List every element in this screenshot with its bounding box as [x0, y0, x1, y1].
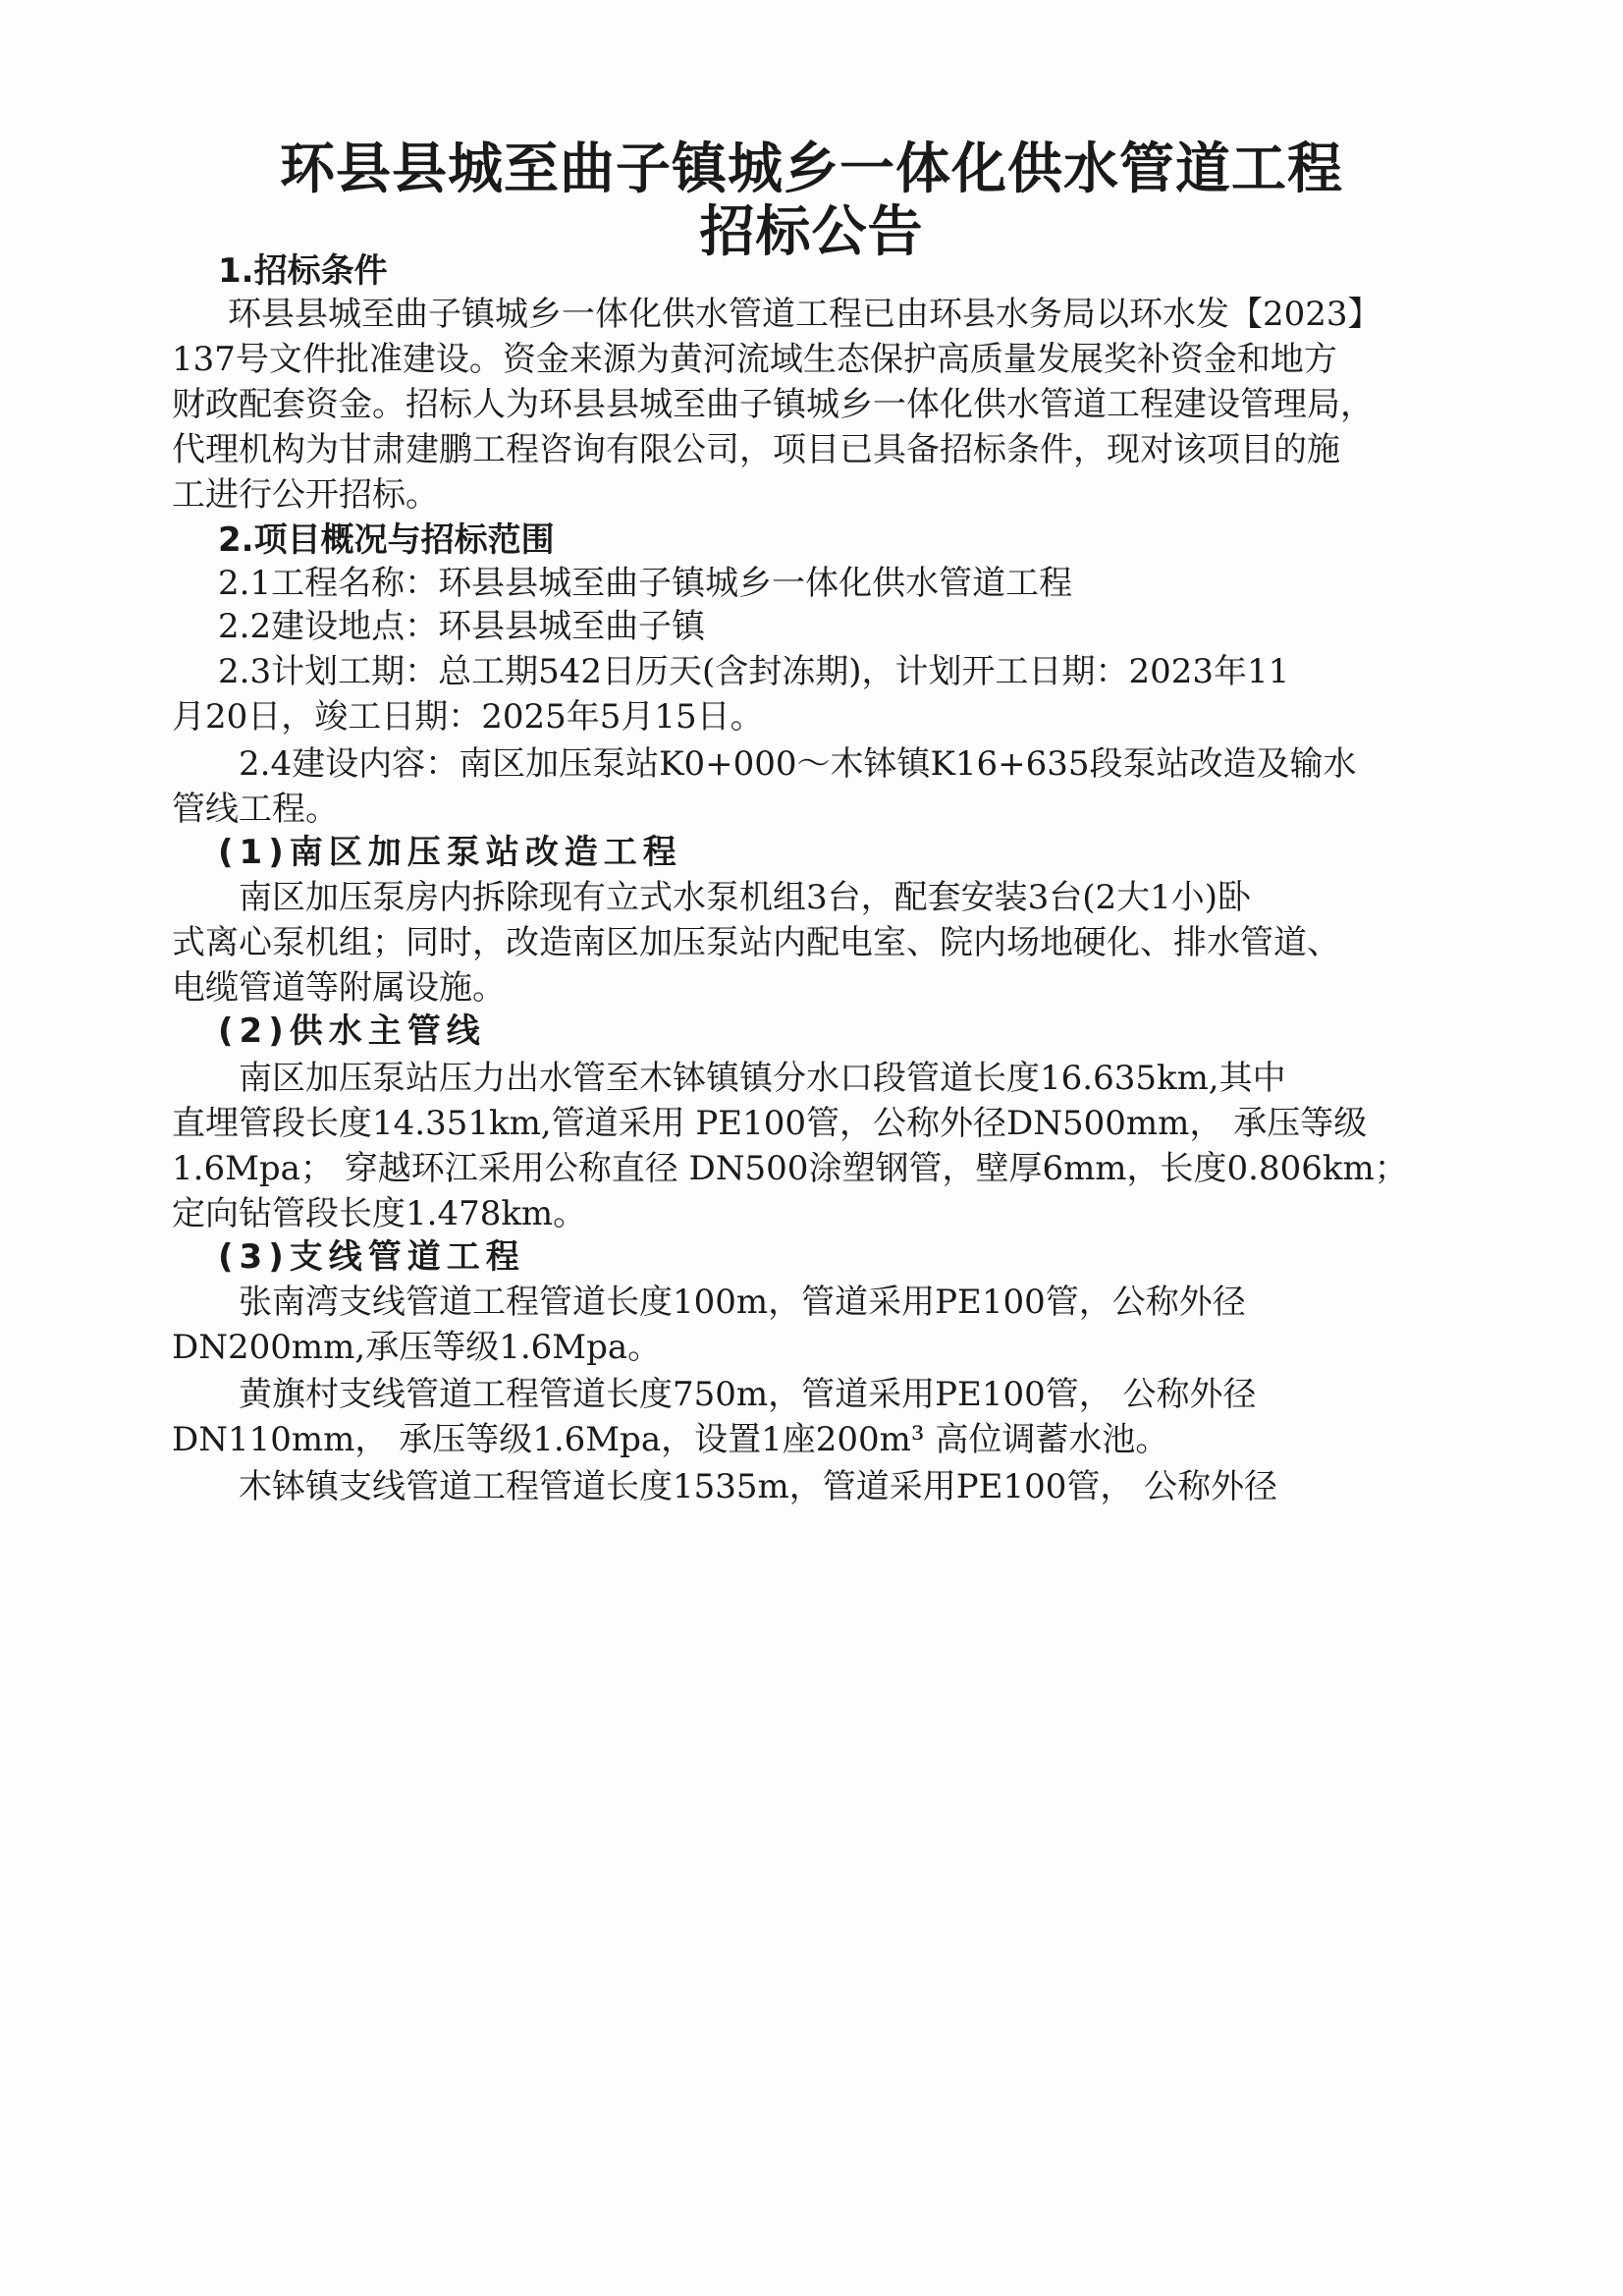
part-3-line: 张南湾支线管道工程管道长度100m，管道采用PE100管，公称外径	[239, 1283, 1246, 1322]
part-1-line: 式离心泵机组；同时，改造南区加压泵站内配电室、院内场地硬化、排水管道、	[172, 923, 1340, 962]
part-2-line: 1.6Mpa； 穿越环江采用公称直径 DN500涂塑钢管，壁厚6mm，长度0.806km；	[172, 1149, 1408, 1188]
part-3-line: DN110mm， 承压等级1.6Mpa，设置1座200m³ 高位调蓄水池。	[172, 1420, 1169, 1459]
part-3-line: 木钵镇支线管道工程管道长度1535m，管道采用PE100管， 公称外径	[239, 1467, 1278, 1506]
part-1-line: 电缆管道等附属设施。	[172, 968, 506, 1008]
section-2-3-line: 2.3计划工期：总工期542日历天(含封冻期)，计划开工日期：2023年11	[218, 652, 1290, 691]
section-2-1: 2.1工程名称：环县县城至曲子镇城乡一体化供水管道工程	[218, 564, 1073, 603]
part-3-line: DN200mm,承压等级1.6Mpa。	[172, 1328, 662, 1367]
part-2-heading: (2)供水主管线	[218, 1011, 486, 1051]
section-2-2: 2.2建设地点：环县县城至曲子镇	[218, 607, 706, 646]
part-2-line: 定向钻管段长度1.478km。	[172, 1194, 587, 1233]
section-1-line: 工进行公开招标。	[172, 475, 439, 515]
part-2-line: 南区加压泵站压力出水管至木钵镇镇分水口段管道长度16.635km,其中	[239, 1059, 1286, 1098]
section-2-3-line: 月20日，竣工日期：2025年5月15日。	[172, 697, 764, 737]
doc-title-line1: 环县县城至曲子镇城乡一体化供水管道工程	[280, 137, 1343, 201]
section-1-line: 环县县城至曲子镇城乡一体化供水管道工程已由环县水务局以环水发【2023】	[228, 295, 1381, 334]
section-1-line: 代理机构为甘肃建鹏工程咨询有限公司，项目已具备招标条件，现对该项目的施	[172, 430, 1340, 469]
part-1-heading: (1)南区加压泵站改造工程	[218, 833, 682, 872]
section-1-line: 财政配套资金。招标人为环县县城至曲子镇城乡一体化供水管道工程建设管理局，	[172, 385, 1374, 424]
part-1-line: 南区加压泵房内拆除现有立式水泵机组3台，配套安装3台(2大1小)卧	[239, 878, 1252, 917]
section-2-4-line: 2.4建设内容：南区加压泵站K0+000～木钵镇K16+635段泵站改造及输水	[239, 744, 1357, 784]
doc-title-line2: 招标公告	[699, 200, 924, 264]
section-1-heading: 1.招标条件	[218, 251, 388, 291]
section-1-line: 137号文件批准建设。资金来源为黄河流域生态保护高质量发展奖补资金和地方	[172, 340, 1337, 379]
part-2-line: 直埋管段长度14.351km,管道采用 PE100管，公称外径DN500mm， 承压等级	[172, 1104, 1368, 1143]
section-2-4-line: 管线工程。	[172, 790, 339, 829]
part-3-heading: (3)支线管道工程	[218, 1237, 525, 1277]
part-3-line: 黄旗村支线管道工程管道长度750m，管道采用PE100管， 公称外径	[239, 1375, 1257, 1414]
section-2-heading: 2.项目概况与招标范围	[218, 520, 555, 560]
